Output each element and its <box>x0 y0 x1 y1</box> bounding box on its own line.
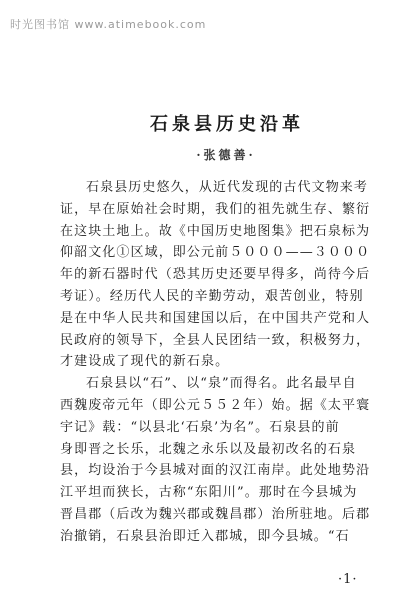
text-line: 晋昌郡（后改为魏兴郡或魏昌郡）治所驻地。后郡 <box>60 506 371 522</box>
text-line: 年的新石器时代（恐其历史还要早得多，尚待今后 <box>60 267 371 283</box>
watermark: 时光图书馆 www.atimebook.com <box>10 18 207 31</box>
page-title: 石泉县历史沿革 <box>150 114 304 135</box>
text-line: 治撤销，石泉县治即迁入郡城，即今县城。“石 <box>60 528 350 544</box>
text-line: 才建设成了现代的新石泉。 <box>60 354 230 370</box>
text-line: 石泉县以“石”、以“泉”而得名。此名最早自 <box>86 376 357 392</box>
text-line: 民政府的领导下，全县人民团结一致，积极努力， <box>60 332 371 348</box>
paragraph-1 <box>60 177 392 373</box>
text-line: 江平坦而狭长，古称“东阳川”。那时在今县城为 <box>60 485 358 501</box>
text-line: 考证）。经历代人民的辛勤劳动，艰苦创业，特别 <box>60 288 364 304</box>
text-line: 在这块土地上。故《中国历史地图集》把石泉标为 <box>60 223 371 239</box>
text-line: 石泉县历史悠久，从近代发现的古代文物来考 <box>86 180 369 195</box>
text-line: 仰韶文化①区域，即公元前５０００——３０００ <box>60 245 371 261</box>
text-line: 县，均设治于今县城对面的汉江南岸。此处地势沿 <box>60 463 371 479</box>
text-line: 身即晋之长乐，北魏之永乐以及最初改名的石泉 <box>60 441 357 457</box>
text-line: 宇记》载：“以县北‘石泉’为名”。石泉县的前 <box>60 419 340 435</box>
text-line: 是在中华人民共和国建国以后，在中国共产党和人 <box>60 310 371 326</box>
text-line: 西魏废帝元年（即公元５５２年）始。据《太平寰 <box>60 397 371 413</box>
paragraph-2 <box>60 373 392 547</box>
document-page <box>60 110 392 548</box>
page-number: ·1· <box>338 572 358 587</box>
author-line: ·张德善· <box>196 148 256 162</box>
text-line: 证，早在原始社会时期，我们的祖先就生存、繁衍 <box>60 201 371 217</box>
